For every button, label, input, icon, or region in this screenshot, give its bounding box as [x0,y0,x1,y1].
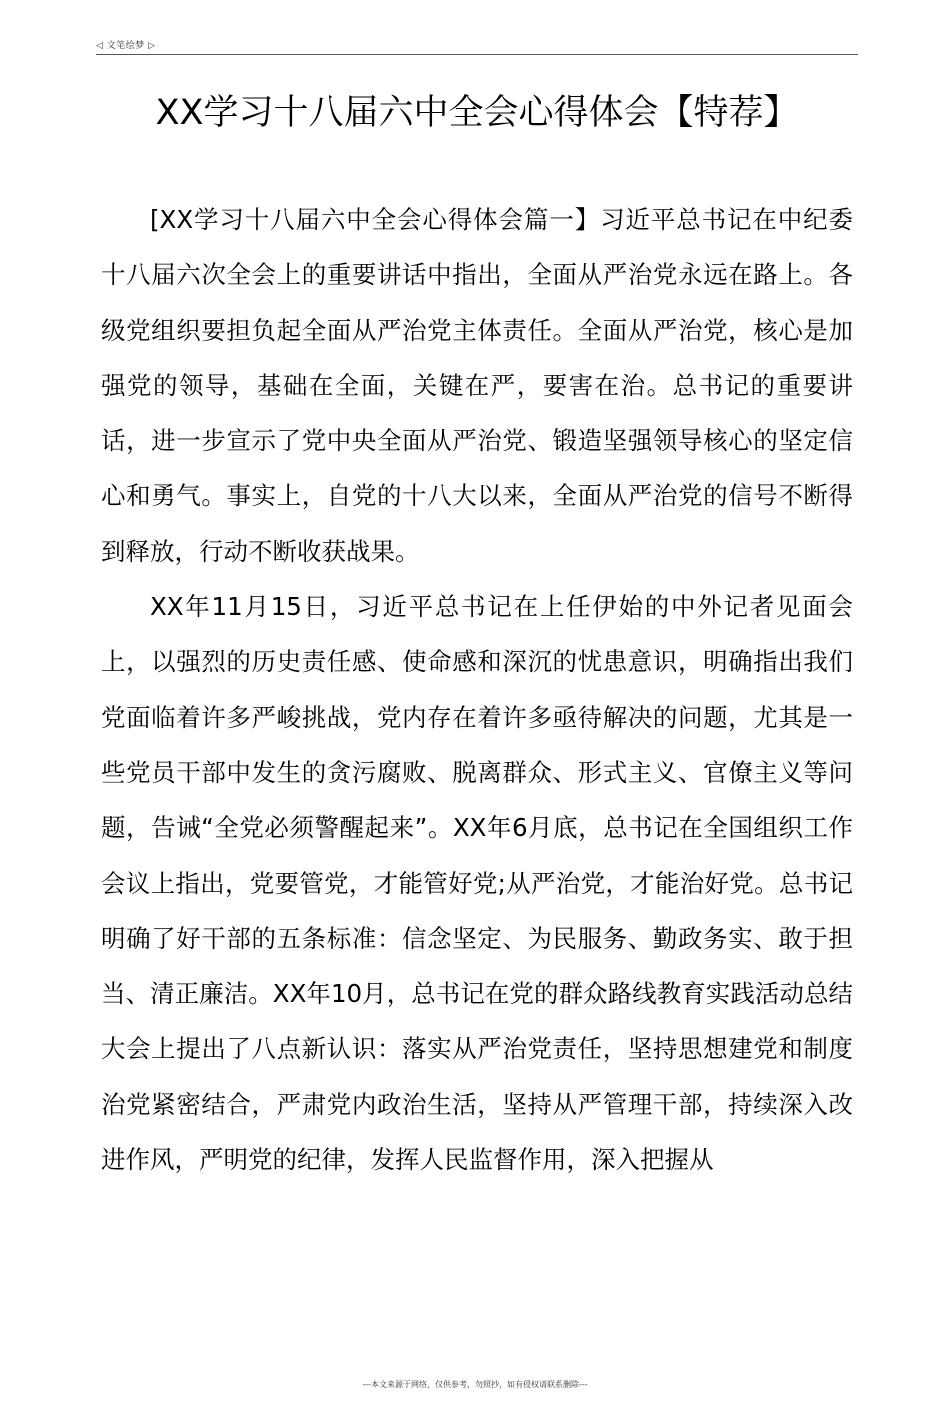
header-brand: ◁ 文笔绘梦 ▷ [96,41,156,51]
document-title: XX学习十八届六中全会心得体会【特荐】 [155,93,799,133]
footer-disclaimer: ---本文来源于网络，仅供参考，勿照抄，如有侵权请联系删除--- [362,1380,588,1389]
paragraph-2: XX年11月15日，习近平总书记在上任伊始的中外记者见面会上，以强烈的历史责任感、使命感和深沉的忧患意识，明确指出我们党面临着许多严峻挑战，党内存在着许多亟待解决的问题，尤其是一些党员干部中发生的贪污腐败、脱离群众、形式主义、官僚主义等问题，告诫“全党必须警醒起来”。XX年6月底，总书记在全国组织工作会议上指出，党要管党，才能管好党;从严治党，才能治好党。总书记明确了好干部的五条标准：信念坚定、为民服务、勤政务实、敢于担当、清正廉洁。XX年10月，总书记在党的群众路线教育实践活动总结大会上提出了八点新认识：落实从严治党责任，坚持思想建党和制度治党紧密结合，严肃党内政治生活，坚持从严管理干部，持续深入改进作风，严明党的纪律，发挥人民监督作用，深入把握从 [101,592,853,1175]
header-divider [96,54,858,55]
paragraph-1: [XX学习十八届六中全会心得体会篇一】习近平总书记在中纪委十八届六次全会上的重要讲话中指出，全面从严治党永远在路上。各级党组织要担负起全面从严治党主体责任。全面从严治党，核心是加强党的领导，基础在全面，关键在严，要害在治。总书记的重要讲话，进一步宣示了党中央全面从严治党、锻造坚强领导核心的坚定信心和勇气。事实上，自党的十八大以来，全面从严治党的信号不断得到释放，行动不断收获战果。 [101,205,853,566]
document-body [101,192,853,1187]
